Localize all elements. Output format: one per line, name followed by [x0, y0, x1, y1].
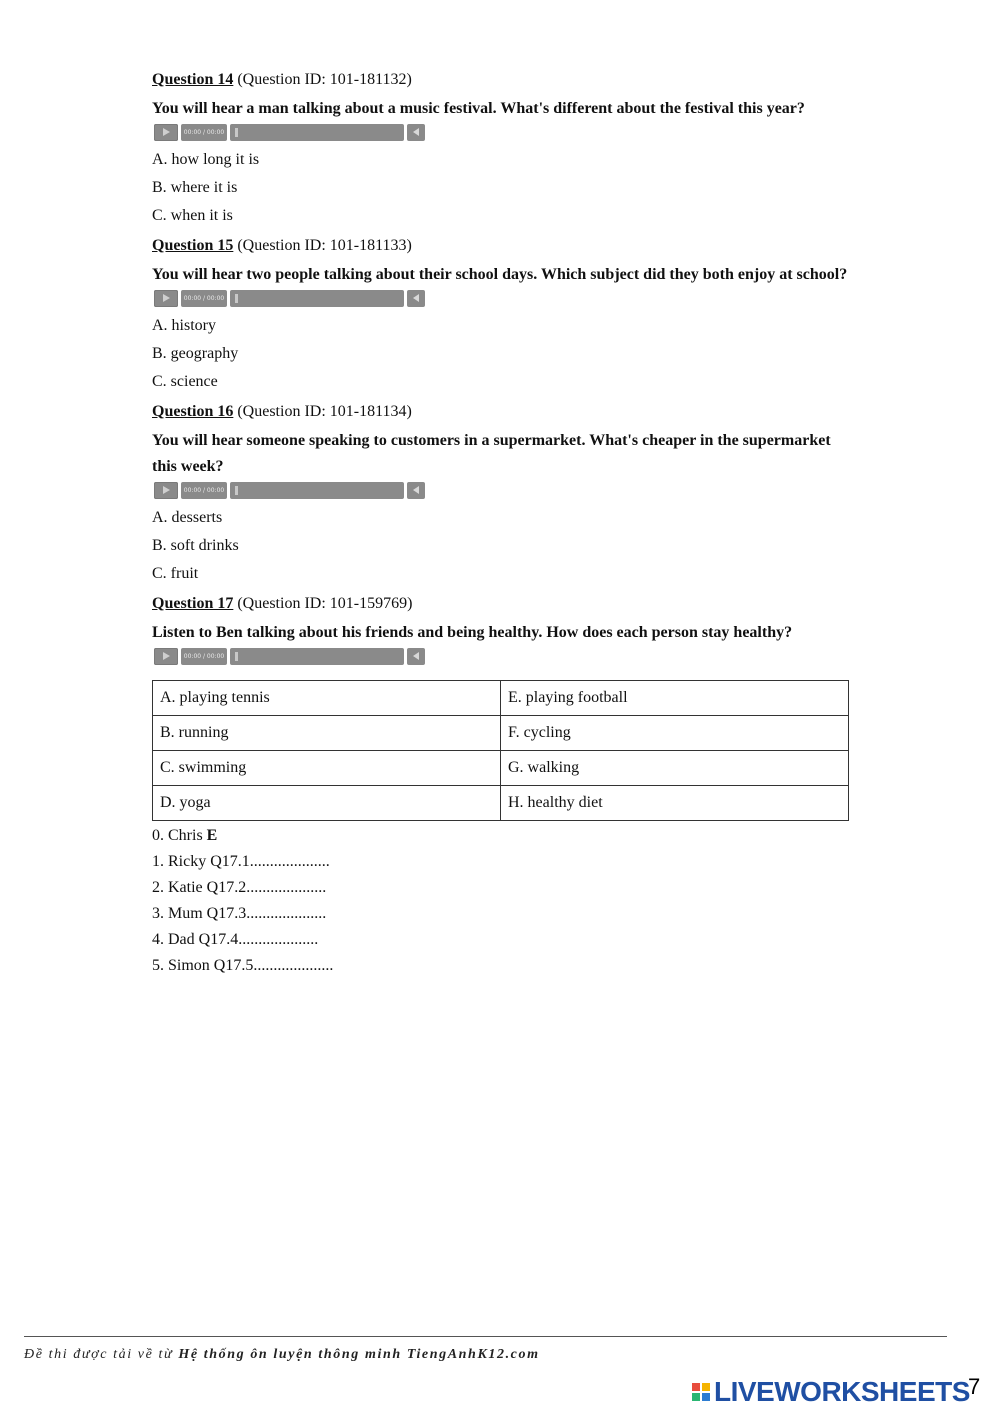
seek-handle[interactable]: [235, 486, 238, 495]
logo-squares-icon: [692, 1383, 710, 1401]
table-cell: G. walking: [501, 751, 849, 786]
table-cell: D. yoga: [153, 786, 501, 821]
volume-icon: [413, 486, 419, 494]
example-answer-row: [152, 823, 852, 849]
question-number: Question 17: [152, 595, 234, 612]
question-14: [152, 66, 852, 230]
question-number: Question 15: [152, 237, 234, 254]
time-display: 00:00 / 00:00: [181, 648, 227, 665]
question-prompt: You will hear a man talking about a music festival. What's different about the festival this year?: [152, 100, 805, 117]
question-17: [152, 590, 852, 979]
table-row: [153, 751, 849, 786]
table-cell: B. running: [153, 716, 501, 751]
audio-player: [154, 480, 852, 500]
option-b: B. geography: [152, 345, 239, 362]
logo-text: LIVEWORKSHEETS: [714, 1376, 970, 1407]
seek-handle[interactable]: [235, 128, 238, 137]
audio-player: [154, 122, 852, 142]
audio-player: [154, 288, 852, 308]
play-icon: [163, 294, 170, 302]
seek-bar[interactable]: [230, 482, 404, 499]
volume-icon: [413, 294, 419, 302]
table-cell: A. playing tennis: [153, 681, 501, 716]
liveworksheets-logo: [692, 1376, 970, 1408]
answer-line-3[interactable]: 3. Mum Q17.3....................: [152, 905, 327, 922]
time-display: 00:00 / 00:00: [181, 290, 227, 307]
play-button[interactable]: [154, 124, 178, 141]
option-c: C. when it is: [152, 207, 233, 224]
play-icon: [163, 128, 170, 136]
seek-bar[interactable]: [230, 290, 404, 307]
footer-divider: [24, 1336, 947, 1337]
time-display: 00:00 / 00:00: [181, 482, 227, 499]
seek-bar[interactable]: [230, 648, 404, 665]
answer-line-1[interactable]: 1. Ricky Q17.1....................: [152, 853, 330, 870]
question-number: Question 16: [152, 403, 234, 420]
answer-line-4[interactable]: 4. Dad Q17.4....................: [152, 931, 319, 948]
activity-table: [152, 680, 849, 821]
question-number: Question 14: [152, 71, 234, 88]
volume-button[interactable]: [407, 648, 425, 665]
option-b: B. soft drinks: [152, 537, 239, 554]
footer-source: [24, 1347, 540, 1363]
table-cell: H. healthy diet: [501, 786, 849, 821]
question-prompt: Listen to Ben talking about his friends and being healthy. How does each person stay healthy?: [152, 624, 793, 641]
table-row: [153, 681, 849, 716]
option-c: C. science: [152, 373, 218, 390]
question-id: (Question ID: 101-181132): [237, 71, 412, 88]
question-id: (Question ID: 101-181134): [237, 403, 412, 420]
question-prompt: You will hear two people talking about their school days. Which subject did they both enjoy at school?: [152, 266, 848, 283]
play-icon: [163, 486, 170, 494]
option-a: A. desserts: [152, 509, 223, 526]
volume-button[interactable]: [407, 124, 425, 141]
volume-icon: [413, 652, 419, 660]
option-b: B. where it is: [152, 179, 238, 196]
question-id: (Question ID: 101-181133): [237, 237, 412, 254]
volume-button[interactable]: [407, 482, 425, 499]
question-16: [152, 398, 852, 588]
example-label: 0. Chris: [152, 827, 203, 844]
example-answer: E: [206, 827, 218, 844]
answer-line-5[interactable]: 5. Simon Q17.5....................: [152, 957, 334, 974]
volume-button[interactable]: [407, 290, 425, 307]
table-cell: E. playing football: [501, 681, 849, 716]
time-display: 00:00 / 00:00: [181, 124, 227, 141]
table-row: [153, 786, 849, 821]
table-row: [153, 716, 849, 751]
answer-line-2[interactable]: 2. Katie Q17.2....................: [152, 879, 327, 896]
table-cell: C. swimming: [153, 751, 501, 786]
page-number: 7: [968, 1374, 981, 1399]
play-button[interactable]: [154, 482, 178, 499]
option-a: A. history: [152, 317, 216, 334]
question-15: [152, 232, 852, 396]
seek-handle[interactable]: [235, 294, 238, 303]
footer-brand: Hệ thống ôn luyện thông minh TiengAnhK12.com: [178, 1347, 540, 1362]
seek-handle[interactable]: [235, 652, 238, 661]
footer-prefix: Đề thi được tải về từ: [24, 1347, 179, 1362]
table-cell: F. cycling: [501, 716, 849, 751]
option-a: A. how long it is: [152, 151, 260, 168]
audio-player: [154, 646, 852, 666]
question-prompt: You will hear someone speaking to customers in a supermarket. What's cheaper in the supermarket this week?: [152, 432, 831, 475]
volume-icon: [413, 128, 419, 136]
play-icon: [163, 652, 170, 660]
play-button[interactable]: [154, 648, 178, 665]
play-button[interactable]: [154, 290, 178, 307]
worksheet-page: [152, 64, 852, 979]
option-c: C. fruit: [152, 565, 199, 582]
question-id: (Question ID: 101-159769): [237, 595, 413, 612]
seek-bar[interactable]: [230, 124, 404, 141]
